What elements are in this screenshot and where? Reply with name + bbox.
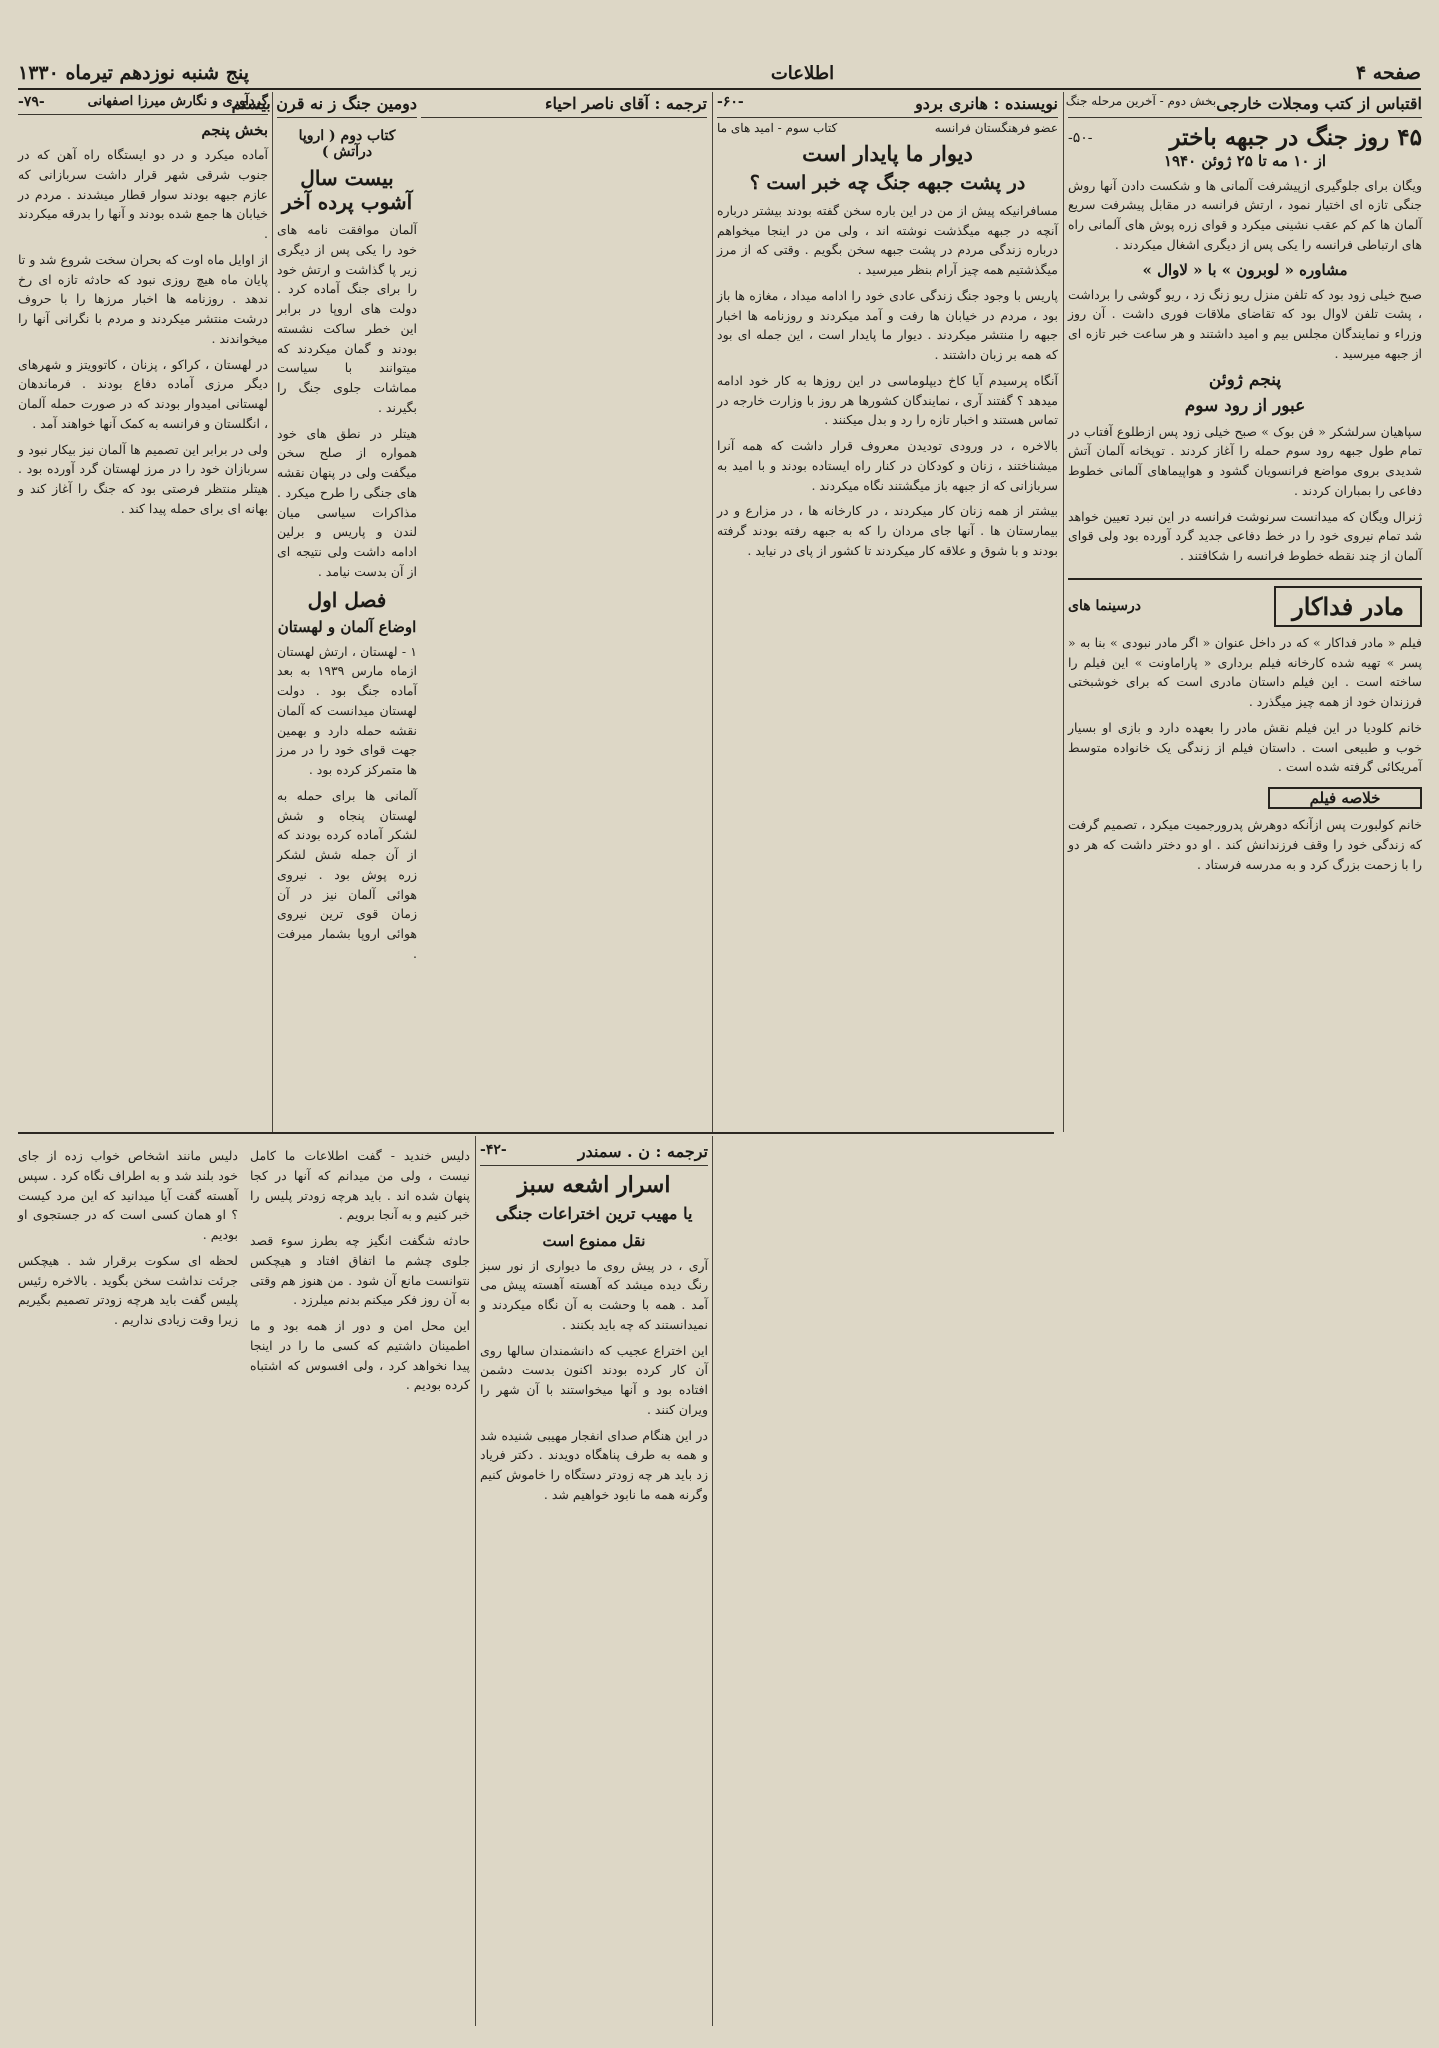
column-rule: [1063, 92, 1064, 1132]
part-label: بخش پنجم: [201, 121, 268, 139]
article-subtitle: در پشت جبهه جنگ چه خبر است ؟: [749, 172, 1026, 195]
paragraph: خانم کلودیا در این فیلم نقش مادر را بعهده دارد و بازی او بسیار خوب و طبیعی است . داستان فیلم از زندگی یک خانواده متوسط آمریکائی گرفته شده است .: [1068, 719, 1422, 775]
serial-story-column: [717, 92, 1058, 1128]
paragraph: ۱ - لهستان ، ارتش لهستان ازماه مارس ۱۹۳۹ به بعد آماده جنگ بود . دولت لهستان میدانست که آلمان نقشه حمله دارد و بهمین جهت قوای خود را در مرز ها متمرکز کرده بود .: [277, 643, 417, 777]
paragraph: از اوایل ماه اوت که بحران سخت شروع شد و تا پایان ماه هیچ روزی نبود که حادثه تازه ای رخ ندهد . روزنامه ها اخبار مرزها را با حروف درشت منتشر میکردند و مردم با نگرانی آنها را میخواندند .: [18, 251, 268, 346]
paragraph: پاریس با وجود جنگ زندگی عادی خود را ادامه میداد ، مغازه ها باز بود ، مردم در خیابان ها رفت و آمد میکردند و روزنامه ها اخبار جبهه را منتشر میکردند . دیوار ما پایدار است ، این جمله ای بود که همه بر زبان داشتند .: [717, 287, 1058, 363]
serial-number: -۵۰-: [1068, 129, 1093, 146]
column-rule: [475, 1136, 476, 2026]
article-title: ۴۵ روز جنگ در جبهه باختر: [1169, 124, 1422, 151]
translator-strip: [421, 92, 707, 118]
paper-name: اطلاعات: [770, 62, 835, 84]
column-header: [480, 1140, 708, 1166]
title-row: [1068, 124, 1422, 152]
detective-serial: [18, 1140, 470, 2020]
paragraph: بیشتر از همه زنان کار میکردند ، در کارخانه ها ، در مزارع و در بیمارستان ها . آنها جای مردان را که به جبهه رفته بودند گرفته بودند و با شوق و علاقه کار میکردند تا کشور از پای در نیاید .: [717, 503, 1058, 558]
paragraph: ویگان برای جلوگیری ازپیشرفت آلمانی ها و شکست دادن آنها روش جنگی تازه ای اختیار نمود ، ارتش فرانسه در مقابل پیشرفت سریع آلمان ها کم کم عقب نشینی میکرد و قوای زره پوش های آلمانی راه های ارتباطی فرانسه را یکی پس از دیگری اشغال میکردند .: [1068, 177, 1422, 252]
paragraph: دلیس خندید - گفت اطلاعات ما کامل نیست ، ولی من میدانم که آنها در کجا پنهان شده اند . باید هرچه زودتر پلیس را خبر کنیم و به آنجا برویم .: [250, 1148, 470, 1223]
foreign-press-column: [1065, 92, 1422, 2032]
serial-number: -۷۹-: [18, 94, 45, 110]
issue-date: پنج شنبه نوزدهم تیرماه ۱۳۳۰: [18, 62, 249, 84]
author-note: عضو فرهنگستان فرانسه: [934, 121, 1058, 135]
summary-head: خلاصه فیلم: [1268, 787, 1422, 809]
paragraph: آری ، در پیش روی ما دیواری از نور سبز رنگ دیده میشد که آهسته آهسته پیش می آمد . همه با وحشت به آن نگاه میکردند و نمیدانستند که چه باید بکنند .: [480, 1257, 708, 1332]
paragraph: هیتلر در نطق های خود همواره از صلح سخن میگفت ولی در پنهان نقشه های جنگی را طرح میکرد . مذاکرات سیاسی میان لندن و پاریس و برلین ادامه داشت ولی نتیجه ای از آن بدست نیامد .: [277, 425, 417, 579]
translator: ترجمه : آقای ناصر احیاء: [421, 92, 707, 118]
byline: نویسنده : هانری بردو: [915, 94, 1058, 113]
paragraph: فیلم « مادر فداکار » که در داخل عنوان « اگر مادر نبودی » بنا به « پسر » تهیه شده کارخانه فیلم برداری « پاراماونت » این فیلم را ساخته است . این فیلم داستان مادری است که برای خوشبختی فرزندان خود از همه چیز میگذرد .: [1068, 634, 1422, 710]
paragraph: صبح خیلی زود بود که تلفن منزل ریو زنگ زد ، ریو گوشی را برداشت ، پشت تلفن لاوال بود که تقاضای ملاقات فوری داشت . آن روز وزراء و نمایندگان مجلس بیم و امید داشتند و هر ساعت خبر تازه ای از جبهه میرسید .: [1068, 286, 1422, 361]
series-title: دومین جنگ ز نه قرن بیستم: [277, 92, 417, 118]
reprint-notice: نقل ممنوع است: [542, 1231, 646, 1250]
paragraph: خانم کولبورت پس ازآنکه دوهرش پدرورجمیت میکرد ، تصمیم گرفت که زندگی خود را وقف فرزندانش کند . او دو دختر داشت که هر دو را با زحمت بزرگ کرد و به مدرسه فرستاد .: [1068, 817, 1422, 872]
paragraph: حادثه شگفت انگیز چه بطرز سوء قصد جلوی چشم ما اتفاق افتاد و هیچکس نتوانست مانع آن شود . من هنوز هم وقتی به آن روز فکر میکنم بدنم میلرزد .: [250, 1233, 470, 1308]
paragraph: ولی در برابر این تصمیم ها آلمان نیز بیکار نبود و سربازان خود را در مرز لهستان گرد آورده بود . هیتلر منتظر فرصتی بود که جنگ را آغاز کند و بهانه ای برای حمله پیدا کند .: [18, 441, 268, 516]
serial-number: -۴۲-: [480, 1142, 507, 1158]
book-title: کتاب دوم ( اروپا درآتش ): [298, 128, 396, 160]
cinema-header: [1068, 578, 1422, 627]
cinema-head: درسینما های: [1068, 598, 1142, 615]
article-title: بیست سال آشوب پرده آخر: [281, 166, 413, 214]
paragraph: سپاهیان سرلشکر « فن بوک » صبح خیلی زود پس ازطلوع آفتاب در تمام طول جبهه رود سوم حمله را آغاز کردند . توپخانه آلمان آتش شدیدی بروی مواضع فرانسویان گشود و هواپیماهای آلمانی خطوط دفاعی را بمباران کردند .: [1068, 423, 1422, 498]
book-strip: [277, 128, 417, 964]
paragraph: این اختراع عجیب که دانشمندان سالها روی آن کار کرده بودند اکنون بدست دشمن افتاده بود و آنها میخواستند با آن شهر را ویران کنند .: [480, 1342, 708, 1417]
column-rule: [712, 92, 713, 1132]
text-column: [18, 1140, 238, 1395]
text-column: [250, 1140, 470, 1395]
paragraph: لحظه ای سکوت برقرار شد . هیچکس جرئت نداشت سخن بگوید . بالاخره رئیس پلیس گفت باید هرچه زودتر تصمیم بگیریم زیرا وقت زیادی نداریم .: [18, 1252, 238, 1327]
subheading: عبور از رود سوم: [1184, 395, 1306, 416]
green-ray-serial: [480, 1140, 708, 2020]
chapter-subtitle: اوضاع آلمان و لهستان: [277, 617, 417, 636]
paragraph: آماده میکرد و در دو ایستگاه راه آهن که در جنوب شرقی شهر قرار داشت سربازانی که عازم جبهه بودند سوار قطار میشدند . مردم در خیابان ها جمع شده بودند و آنها را بدرقه میکردند .: [18, 147, 268, 241]
column-header: [18, 92, 268, 115]
section-rule: [18, 1132, 1054, 1134]
paragraph: دلیس مانند اشخاص خواب زده از جای خود بلند شد و به اطراف نگاه کرد . سپس آهسته گفت آیا میدانید که این مرد کیست ؟ او همان کسی است که در جستجوی او بودیم .: [18, 1148, 238, 1242]
article-title: اسرار اشعه سبز: [517, 1172, 671, 1198]
book-label: کتاب سوم - امید های ما: [717, 121, 838, 135]
section-head: اقتباس از کتب ومجلات خارجی: [1216, 94, 1422, 113]
paragraph: در لهستان ، کراکو ، پزنان ، کاتوویتز و شهرهای دیگر مرزی آماده دفاع بودند . فرماندهان لهستانی امیدوار بودند که در صورت حمله آلمان ، انگلستان و فرانسه به کمک آنها خواهند آمد .: [18, 356, 268, 431]
translator: ترجمه : ن . سمندر: [577, 1142, 708, 1161]
article-title: دیوار ما پایدار است: [802, 141, 973, 166]
paragraph: در این هنگام صدای انفجار مهیبی شنیده شد و همه به طرف پناهگاه دویدند . دکتر فریاد زد باید هر چه زودتر دستگاه را خاموش کنیم وگرنه همه ما نابود خواهیم شد .: [480, 1427, 708, 1502]
subheading: پنجم ژوئن: [1208, 369, 1282, 390]
article-subtitle: یا مهیب ترین اختراعات جنگی: [495, 1204, 693, 1224]
series-note: بخش دوم - آخرین مرحله جنگ: [1065, 94, 1217, 108]
column-rule: [712, 1136, 713, 2026]
paragraph: بالاخره ، در ورودی تودیدن معروف قرار داشت که همه آنرا میشناختند ، زنان و کودکان در کنار راه ایستاده بودند و با امید به سربازانی که از جبهه باز میگشتند نگاه میکردند .: [717, 438, 1058, 493]
paragraph: این محل امن و دور از همه بود و ما اطمینان داشتیم که کسی ما را در اینجا پیدا نخواهد کرد ، ولی افسوس که اشتباه کرده بودیم .: [250, 1318, 470, 1393]
page-number: صفحه ۴: [1355, 62, 1421, 84]
serial-number: -۶۰-: [717, 94, 744, 110]
history-series-column: [18, 92, 268, 1128]
subheading: مشاوره « لوبرون » با « لاوال »: [1142, 260, 1348, 279]
credits-row: [717, 121, 1058, 135]
series-strip: [231, 92, 417, 118]
column-header: [717, 92, 1058, 118]
column-rule: [272, 92, 273, 1132]
date-range: از ۱۰ مه تا ۲۵ ژوئن ۱۹۴۰: [1163, 151, 1327, 170]
column-header: [1065, 92, 1422, 118]
paragraph: آلمان موافقت نامه های خود را یکی پس از دیگری زیر پا گذاشت و ارتش خود را برای جنگ آماده کرد . دولت های اروپا در برابر این خطر ساکت نشسته بودند و گمان میکردند که میتوانند با سیاست مماشات جلوی جنگ را بگیرند .: [277, 222, 417, 415]
masthead: [18, 58, 1421, 90]
paragraph: مسافرانیکه پیش از من در این باره سخن گفته بودند بیشتر درباره آنچه در جبهه میگذشت نوشته اند ، ولی من در اینجا میخواهم درباره زندگی مردم در پشت جبهه سخن بگویم . وقتی که از مرز میگذشتیم همه چیز آرام بنظر میرسید .: [717, 202, 1058, 278]
cinema-title: مادر فداکار: [1274, 586, 1422, 627]
chapter-title: فصل اول: [307, 587, 387, 612]
credit: گردآوری و نگارش میرزا اصفهانی: [87, 94, 268, 109]
paragraph: آنگاه پرسیدم آیا کاخ دیپلوماسی در این روزها به کار خود ادامه میدهد ؟ گفتند آری ، نمایندگان کشورها هر روز با وزارت خارجه در تماس هستند و اخبار تازه را رد و بدل میکنند .: [717, 372, 1058, 428]
paragraph: آلمانی ها برای حمله به لهستان پنجاه و شش لشکر آماده کرده بودند که از آن جمله شش لشکر زره پوش بود . نیروی هوائی آلمان نیز در آن زمان قوی ترین نیروی هوائی اروپا بشمار میرفت .: [277, 787, 417, 961]
paragraph: ژنرال ویگان که میدانست سرنوشت فرانسه در این نبرد تعیین خواهد شد تمام نیروی خود را در خط دفاعی جدید گرد آورده بود ولی قوای آلمان از چند نقطه خطوط فرانسه را شکافتند .: [1068, 508, 1422, 564]
text-columns: [18, 1140, 470, 1395]
